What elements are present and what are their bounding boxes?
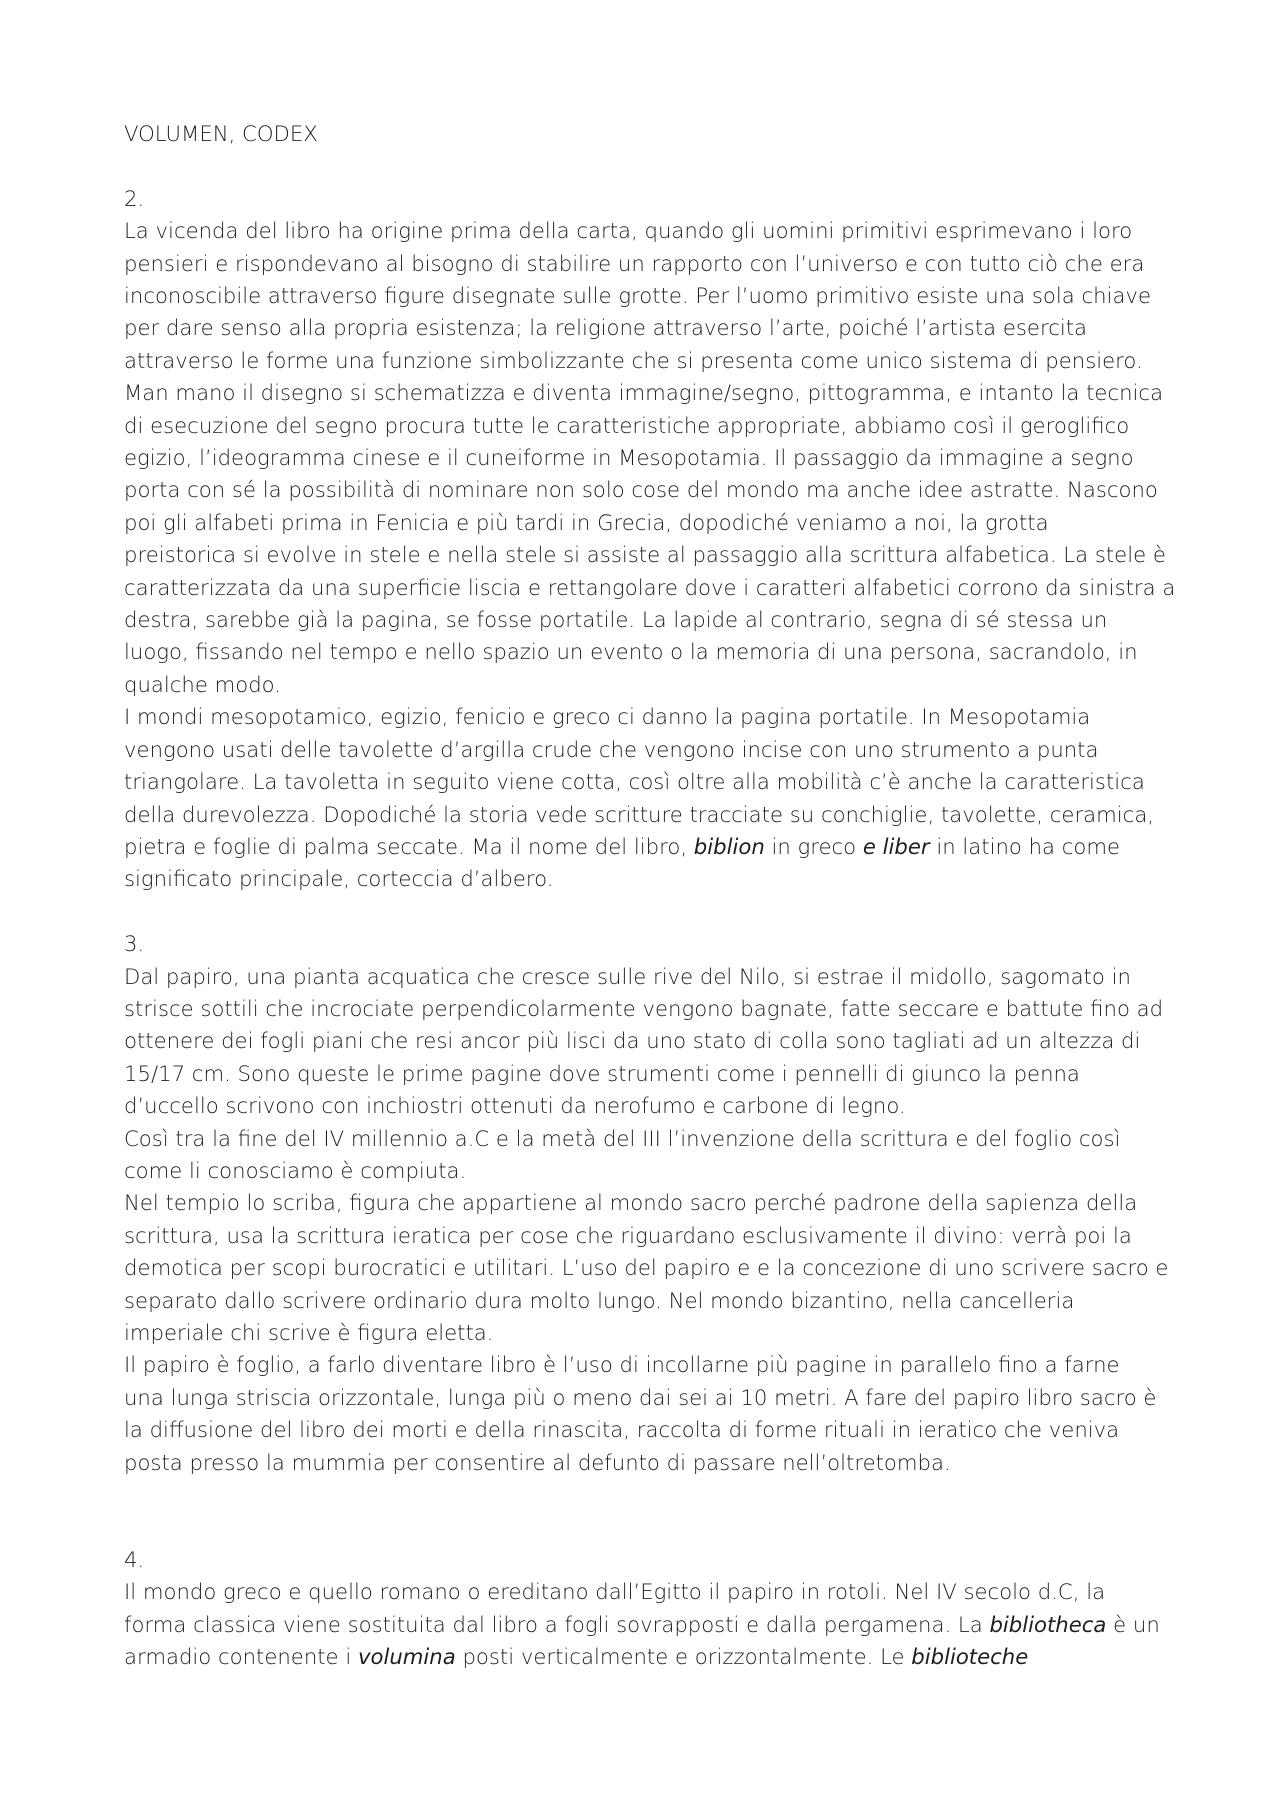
text-line: imperiale chi scrive è figura eletta. [124, 1320, 494, 1345]
text-segment: in latino ha come [929, 833, 1121, 859]
italic-term: biblion [693, 833, 765, 859]
italic-term: volumina [357, 1644, 456, 1670]
text-line: egizio, l’ideogramma cinese e il cuneiforme in Mesopotamia. Il passaggio da immagine a segno [124, 445, 1134, 471]
text-line: strisce sottili che incrociate perpendicolarmente vengono bagnate, fatte seccare e battute fino ad [124, 995, 1164, 1021]
text-line: Nel tempio lo scriba, figura che appartiene al mondo sacro perché padrone della sapienza della [124, 1190, 1138, 1216]
italic-term: biblioteche [911, 1644, 1029, 1670]
text-line: qualche modo. [124, 671, 281, 697]
text-line: attraverso le forme una funzione simbolizzante che si presenta come unico sistema di pensiero. [124, 347, 1143, 373]
spacer [124, 896, 1174, 928]
text-line: Man mano il disegno si schematizza e diventa immagine/segno, pittogramma, e intanto la tecnica [124, 380, 1164, 406]
text-line: ottenere dei fogli piani che resi ancor più lisci da uno stato di colla sono tagliati ad un altezza di [124, 1028, 1141, 1054]
text-line: Così tra la fine del IV millennio a.C e la metà del III l’invenzione della scrittura e del foglio così [124, 1125, 1121, 1151]
text-segment: pietra e foglie di palma seccate. Ma il nome del libro, [124, 833, 694, 859]
text-line: pensieri e rispondevano al bisogno di stabilire un rapporto con l’universo e con tutto ciò che era [124, 250, 1145, 276]
text-line: triangolare. La tavoletta in seguito viene cotta, così oltre alla mobilità c’è anche la caratteristica [124, 769, 1145, 795]
text-line: inconoscibile attraverso figure disegnate sulle grotte. Per l’uomo primitivo esiste una sola chiave [124, 283, 1152, 309]
text-line: per dare senso alla propria esistenza; la religione attraverso l’arte, poiché l’artista esercita [124, 315, 1088, 341]
section-number: 3. [124, 931, 145, 957]
text-line: Dal papiro, una pianta acquatica che cresce sulle rive del Nilo, si estrae il midollo, sagomato in [124, 963, 1131, 989]
text-line: I mondi mesopotamico, egizio, fenicio e greco ci danno la pagina portatile. In Mesopotamia [124, 704, 1091, 730]
text-segment: forma classica viene sostituita dal libro a fogli sovrapposti e dalla pergamena. La [124, 1611, 990, 1637]
text-segment: in greco [764, 833, 863, 859]
text-line: della durevolezza. Dopodiché la storia vede scritture tracciate su conchiglie, tavolette, ceramica, [124, 801, 1155, 827]
text-line: 15/17 cm. Sono queste le prime pagine dove strumenti come i pennelli di giunco la penna [124, 1060, 1080, 1086]
text-line: di esecuzione del segno procura tutte le caratteristiche appropriate, abbiamo così il geroglifico [124, 412, 1130, 438]
text-line: Il mondo greco e quello romano o ereditano dall’Egitto il papiro in rotoli. Nel IV secolo d.C, la [124, 1579, 1106, 1605]
section-number: 2. [124, 185, 145, 211]
text-line: come li conosciamo è compiuta. [124, 1157, 467, 1183]
text-line: la diffusione del libro dei morti e della rinascita, raccolta di forme rituali in ieratico che veniva [124, 1417, 1120, 1443]
text-line: d’uccello scrivono con inchiostri ottenuti da nerofumo e carbone di legno. [124, 1093, 906, 1119]
text-line: porta con sé la possibilità di nominare non solo cose del mondo ma anche idee astratte. Nascono [124, 477, 1158, 503]
text-line: poi gli alfabeti prima in Fenicia e più tardi in Grecia, dopodiché veniamo a noi, la grotta [124, 509, 1049, 535]
text-line: una lunga striscia orizzontale, lunga più o meno dai sei ai 10 metri. A fare del papiro libro sacro è [124, 1384, 1157, 1410]
text-line: luogo, fissando nel tempo e nello spazio un evento o la memoria di una persona, sacrandolo, in [124, 639, 1138, 665]
text-line: scrittura, usa la scrittura ieratica per cose che riguardano esclusivamente il divino: verrà poi la [124, 1222, 1132, 1248]
text-line: separato dallo scrivere ordinario dura molto lungo. Nel mondo bizantino, nella cancelleria [124, 1287, 1075, 1313]
section-number: 4. [124, 1546, 145, 1572]
text-segment: posti verticalmente e orizzontalmente. Le [455, 1644, 912, 1670]
text-line: preistorica si evolve in stele e nella stele si assiste al passaggio alla scrittura alfabetica. La stele è [124, 542, 1166, 568]
spacer [124, 1479, 1174, 1544]
italic-term: e liber [862, 833, 930, 859]
text-line: La vicenda del libro ha origine prima della carta, quando gli uomini primitivi esprimevano i loro [124, 218, 1133, 244]
text-line: caratterizzata da una superficie liscia e rettangolare dove i caratteri alfabetici corrono da sinistra a [124, 574, 1176, 600]
text-line: demotica per scopi burocratici e utilitari. L’uso del papiro e e la concezione di uno scrivere sacro e [124, 1255, 1169, 1281]
text-line [124, 831, 1174, 863]
text-line [124, 1641, 1174, 1673]
text-line: significato principale, corteccia d’albero. [124, 866, 554, 892]
spacer [124, 150, 1174, 182]
document-title: VOLUMEN, CODEX [124, 121, 318, 146]
text-line: vengono usati delle tavolette d’argilla crude che vengono incise con uno strumento a punta [124, 736, 1099, 762]
italic-term: bibliotheca [989, 1611, 1107, 1637]
text-segment: armadio contenente i [124, 1644, 358, 1670]
document-page [124, 118, 1174, 1673]
text-line: Il papiro è foglio, a farlo diventare libro è l’uso di incollarne più pagine in parallelo fino a farne [124, 1352, 1120, 1378]
text-line [124, 1609, 1174, 1641]
document-body [124, 183, 1174, 1674]
text-line: destra, sarebbe già la pagina, se fosse portatile. La lapide al contrario, segna di sé stessa un [124, 607, 1108, 633]
text-line: posta presso la mummia per consentire al defunto di passare nell’oltretomba. [124, 1449, 951, 1475]
text-segment: è un [1106, 1611, 1160, 1637]
